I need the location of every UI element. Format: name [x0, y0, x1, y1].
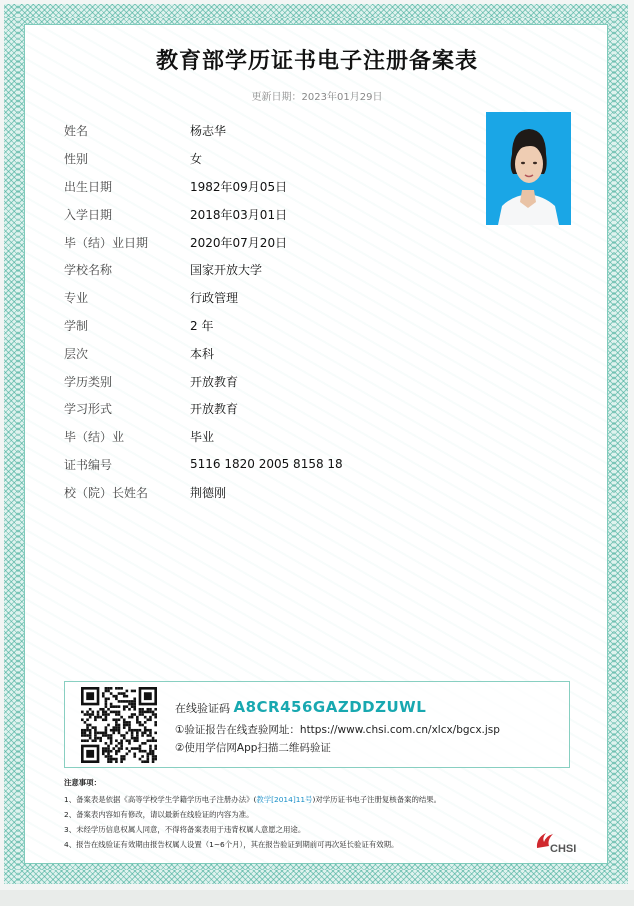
note-item: 4、报告在线验证有效期由报告权属人设置（1~6个月），其在报告验证到期前可再次延长验证有效期。: [64, 840, 399, 849]
field-row: [64, 256, 444, 284]
field-label: 学习形式: [64, 402, 113, 417]
field-value: 国家开放大学: [190, 263, 263, 278]
field-value: 本科: [190, 346, 215, 361]
field-row: [64, 339, 444, 367]
field-value: 荆德刚: [190, 485, 227, 500]
field-value: 5116 1820 2005 8158 18: [190, 457, 343, 472]
field-row: [64, 228, 444, 256]
note-item: 3、未经学历信息权属人同意，不得将备案表用于违背权属人意愿之用途。: [64, 825, 306, 834]
chsi-logo-text: CHSI: [550, 843, 577, 854]
field-label: 学历类别: [64, 374, 113, 389]
field-value: 2018年03月01日: [190, 207, 288, 222]
update-label: 更新日期：: [251, 92, 302, 103]
verification-code-line: [175, 698, 426, 716]
note-text: 1、备案表是依据《高等学校学生学籍学历电子注册办法》(: [64, 795, 257, 804]
field-label: 毕（结）业: [64, 430, 125, 445]
record-fields: [64, 117, 444, 506]
note-text: )对学历证书电子注册复核备案的结果。: [312, 795, 442, 804]
field-row: [64, 478, 444, 506]
verification-hint-app: ②使用学信网App扫描二维码验证: [175, 742, 331, 754]
field-label: 出生日期: [64, 179, 113, 194]
field-value: 行政管理: [190, 291, 239, 306]
qr-code-icon[interactable]: [81, 687, 157, 763]
chsi-logo: [533, 826, 585, 854]
field-row: [64, 284, 444, 312]
field-label: 学校名称: [64, 263, 113, 278]
note-item: [64, 792, 534, 807]
field-value: 2020年07月20日: [190, 235, 288, 250]
update-date: [0, 88, 634, 103]
field-row: [64, 200, 444, 228]
field-label: 证书编号: [64, 457, 113, 472]
page-title: 教育部学历证书电子注册备案表: [155, 49, 478, 74]
field-label: 校（院）长姓名: [64, 485, 149, 500]
field-row: [64, 312, 444, 340]
chsi-logo-icon: [533, 826, 585, 854]
field-value: 开放教育: [190, 402, 239, 417]
field-label: 姓名: [64, 124, 89, 139]
update-value: 2023年01月29日: [301, 92, 383, 103]
field-value: 毕业: [190, 430, 215, 445]
field-label: 性别: [64, 152, 89, 167]
field-row: [64, 173, 444, 201]
field-row: [64, 117, 444, 145]
field-value: 开放教育: [190, 374, 239, 389]
verification-panel: [64, 681, 570, 768]
verification-code-label: 在线验证码: [175, 702, 230, 715]
field-row: [64, 423, 444, 451]
field-value: 女: [190, 152, 203, 167]
field-row: [64, 367, 444, 395]
field-label: 专业: [64, 291, 89, 306]
field-value: 2 年: [190, 318, 214, 333]
field-label: 层次: [64, 346, 89, 361]
field-value: 杨志华: [190, 124, 227, 139]
field-value: 1982年09月05日: [190, 179, 288, 194]
page-footer-gap: [0, 890, 634, 906]
notes-section: [64, 777, 534, 852]
verification-hint-url: ①验证报告在线查验网址：https://www.chsi.com.cn/xlcx/bgcx.jsp: [175, 724, 500, 736]
note-item: 2、备案表内容如有修改，请以最新在线验证的内容为准。: [64, 810, 254, 819]
verification-code: A8CR456GAZDDZUWL: [233, 698, 427, 716]
id-photo: [486, 112, 571, 225]
field-label: 学制: [64, 318, 89, 333]
notes-heading: 注意事项：: [64, 778, 101, 787]
field-label: 入学日期: [64, 207, 113, 222]
field-label: 毕（结）业日期: [64, 235, 149, 250]
field-row: [64, 451, 444, 479]
field-row: [64, 395, 444, 423]
regulation-link[interactable]: 教学[2014]11号: [256, 795, 313, 804]
field-row: [64, 145, 444, 173]
portrait-image: [486, 112, 571, 225]
